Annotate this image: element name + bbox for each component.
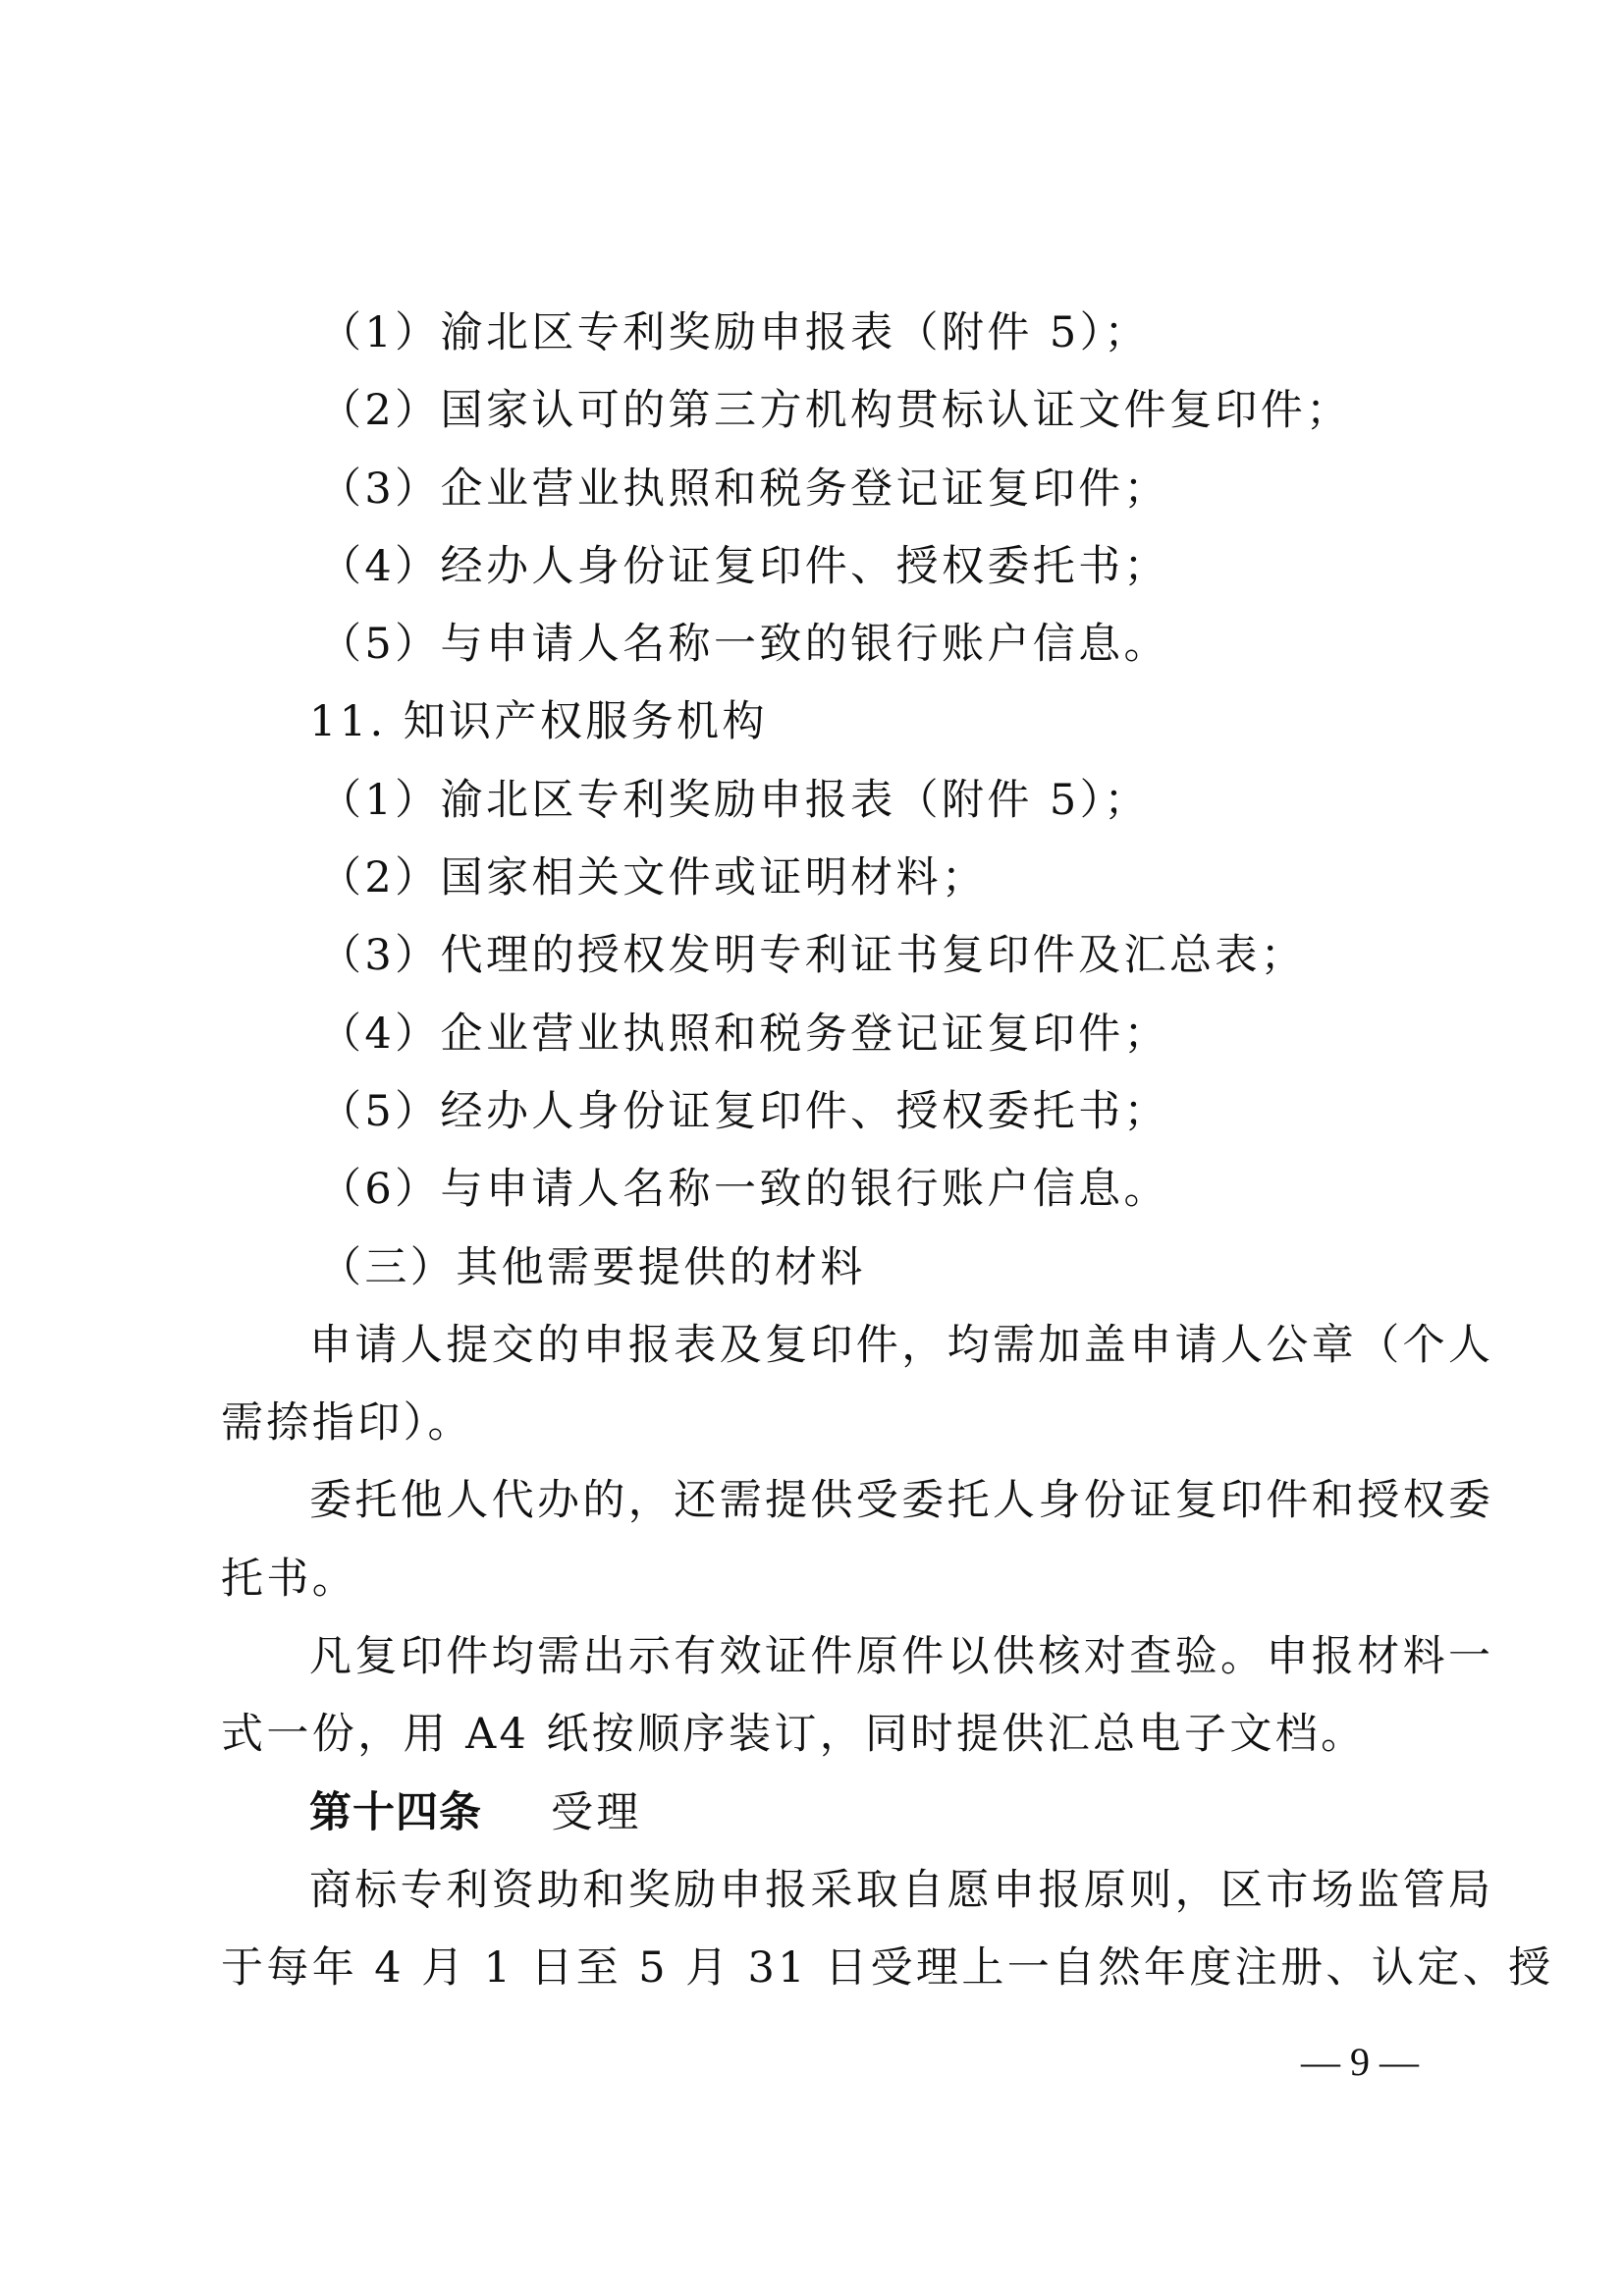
list-item: （4）企业营业执照和税务登记证复印件；	[319, 1009, 1169, 1059]
paragraph-proxy-requirement	[221, 1462, 1494, 1618]
paragraph-line: 于每年 4 月 1 日至 5 月 31 日受理上一自然年度注册、认定、授	[221, 1943, 1554, 1994]
article-14-heading	[221, 1775, 1429, 1852]
document-page	[221, 295, 1554, 2008]
list-item: （1）渝北区专利奖励申报表（附件 5）；	[319, 308, 1150, 357]
list-item: （4）经办人身份证复印件、授权委托书；	[319, 541, 1169, 591]
list-item: （2）国家相关文件或证明材料；	[319, 853, 988, 903]
paragraph-seal-requirement	[221, 1307, 1494, 1463]
list-item: （2）国家认可的第三方机构贯标认证文件复印件；	[319, 386, 1352, 436]
section-11-heading: 11. 知识产权服务机构	[309, 697, 768, 747]
paragraph-line: 凡复印件均需出示有效证件原件以供核对查验。申报材料一	[309, 1632, 1494, 1682]
paragraph-line: 委托他人代办的，还需提供受委托人身份证复印件和授权委	[309, 1476, 1494, 1526]
section-other-heading: （三）其他需要提供的材料	[319, 1242, 866, 1292]
paragraph-copy-verification	[221, 1618, 1494, 1775]
paragraph-line: 申请人提交的申报表及复印件，均需加盖申请人公章（个人	[309, 1320, 1494, 1370]
list-item: （1）渝北区专利奖励申报表（附件 5）；	[319, 775, 1150, 825]
list-item: （3）企业营业执照和税务登记证复印件；	[319, 464, 1169, 514]
paragraph-line: 托书。	[221, 1554, 358, 1604]
list-item: （6）与申请人名称一致的银行账户信息。	[319, 1165, 1169, 1215]
article-number: 第十四条	[309, 1787, 482, 1837]
list-item: （5）经办人身份证复印件、授权委托书；	[319, 1086, 1169, 1136]
paragraph-line: 需捺指印）。	[221, 1398, 473, 1449]
article-title: 受理	[551, 1787, 642, 1837]
list-item: （3）代理的授权发明专利证书复印件及汇总表；	[319, 931, 1307, 981]
paragraph-line: 商标专利资助和奖励申报采取自愿申报原则，区市场监管局	[309, 1865, 1494, 1915]
page-number: — 9 —	[1301, 2040, 1419, 2084]
paragraph-acceptance	[221, 1852, 1554, 2008]
paragraph-line: 式一份，用 A4 纸按顺序装订，同时提供汇总电子文档。	[221, 1710, 1367, 1760]
list-item: （5）与申请人名称一致的银行账户信息。	[319, 620, 1169, 670]
